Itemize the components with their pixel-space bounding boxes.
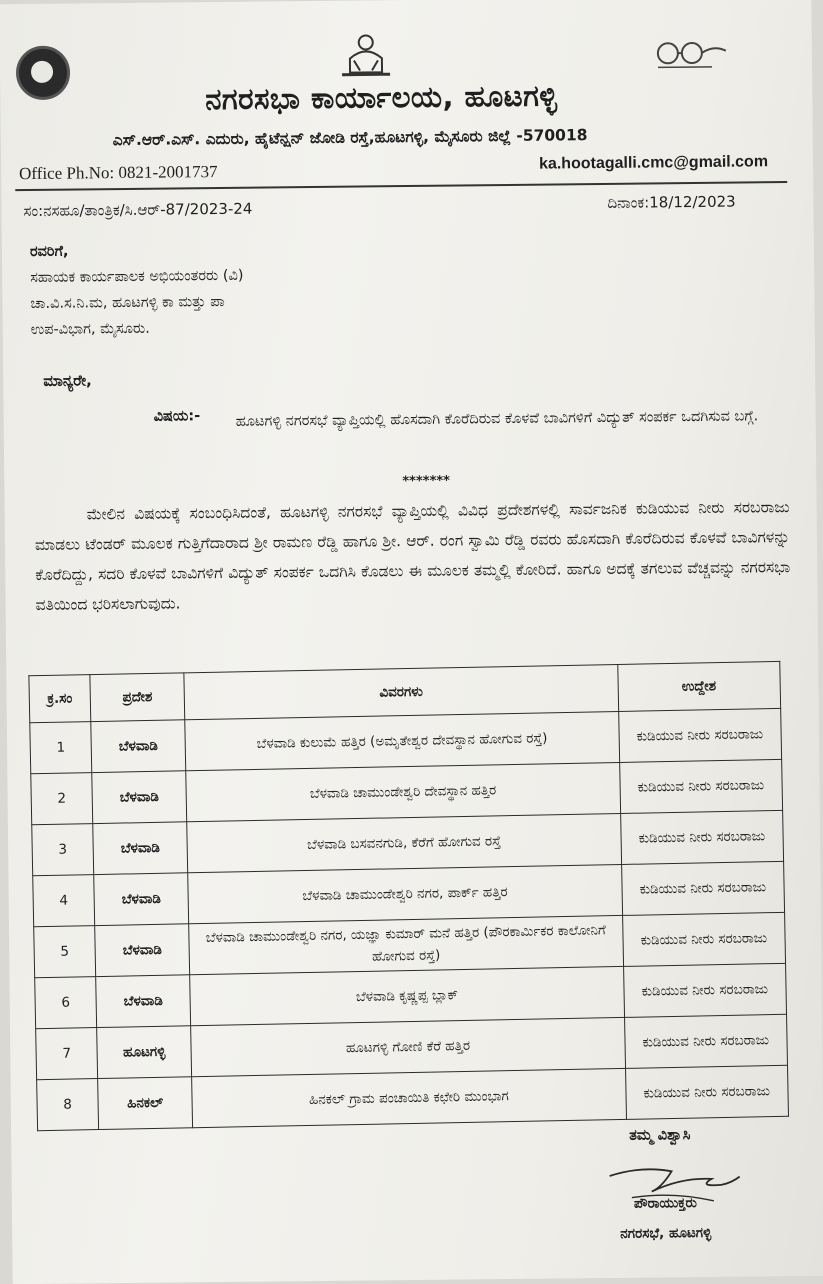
cell-serial: 4	[33, 875, 95, 927]
cell-purpose: ಕುಡಿಯುವ ನೀರು ಸರಬರಾಜು	[625, 1065, 788, 1119]
cell-area: ಬೆಳವಾಡಿ	[94, 873, 189, 926]
cell-details: ಬೆಳವಾಡಿ ಬಸವನಗುಡಿ, ಕೆರೆಗೆ ಹೋಗುವ ರಸ್ತೆ	[187, 813, 621, 872]
cell-details: ಬೆಳವಾಡಿ ಕುಲುಮೆ ಹತ್ತಿರ (ಅಮೃತೇಶ್ವರ ದೇವಸ್ಥಾನ ಹೋಗುವ ರಸ್ತೆ)	[185, 711, 619, 770]
col-header-details: ವಿವರಗಳು	[184, 665, 618, 720]
signatory-office: ನಗರಸಭೆ, ಹೂಟಗಳ್ಳಿ	[620, 1224, 712, 1242]
cell-serial: 1	[30, 722, 92, 774]
swachh-bharat-logo-icon	[652, 37, 732, 74]
body-paragraph: ಮೇಲಿನ ವಿಷಯಕ್ಕೆ ಸಂಬಂಧಿಸಿದಂತೆ, ಹೂಟಗಳ್ಳಿ ನಗರಸಭೆ ವ್ಯಾಪ್ತಿಯಲ್ಲಿ ವಿವಿಧ ಪ್ರದೇಶಗಳಲ್ಲಿ ಸಾರ್ವಜನಿಕ ಕುಡಿಯುವ ನೀರು ಸರಬರಾಜು ಮಾಡಲು ಟೆಂಡರ್ ಮೂಲಕ ಗುತ್ತಿಗೆದಾರಾದ ಶ್ರೀ ರಾಮಣ ರೆಡ್ಡಿ ಹಾಗೂ ಶ್ರೀ. ಆರ್. ರಂಗ ಸ್ವಾಮಿ ರೆಡ್ಡಿ ರವರು ಹೊಸದಾಗಿ ಕೊರೆದಿರುವ ಕೊಳವೆ ಬಾವಿಗಳನ್ನು ಕೊರೆದಿದ್ದು, ಸದರಿ ಕೊಳವೆ ಬಾವಿಗಳಿಗೆ ವಿದ್ಯುತ್ ಸಂಪರ್ಕ ಒದಗಿಸಿ ಕೊಡಲು ಈ ಮೂಲಕ ತಮ್ಮಲ್ಲಿ ಕೋರಿದೆ. ಹಾಗೂ ಅದಕ್ಕೆ ತಗಲುವ ವೆಚ್ಚವನ್ನು ನಗರಸಭಾ ವತಿಯಿಂದ ಭರಿಸಲಾಗುವುದು.	[34, 498, 791, 614]
cell-area: ಬೆಳವಾಡಿ	[93, 822, 188, 875]
addressee-line: ಚಾ.ವಿ.ಸ.ನಿ.ಮ, ಹೂಟಗಳ್ಳಿ ಕಾ ಮತ್ತು ಪಾ	[30, 293, 225, 312]
cell-area: ಬೆಳವಾಡಿ	[95, 924, 190, 977]
cell-serial: 3	[32, 824, 94, 876]
cell-details: ಬೆಳವಾಡಿ ಚಾಮುಂಡೇಶ್ವರಿ ದೇವಸ್ಥಾನ ಹತ್ತಿರ	[186, 762, 620, 821]
cell-purpose: ಕುಡಿಯುವ ನೀರು ಸರಬರಾಜು	[618, 708, 781, 762]
addressee-line: ಸಹಾಯಕ ಕಾರ್ಯಪಾಲಕ ಅಭಿಯಂತರರು (ವಿ)	[30, 267, 244, 286]
cell-area: ಹೂಟಗಳ್ಳಿ	[97, 1026, 192, 1079]
cell-serial: 5	[34, 926, 96, 978]
cell-details: ಹೂಟಗಳ್ಳಿ ಗೋಣಿ ಕೆರೆ ಹತ್ತಿರ	[191, 1017, 625, 1076]
cell-area: ಬೆಳವಾಡಿ	[96, 975, 191, 1028]
office-title: ನಗರಸಭಾ ಕಾರ್ಯಾಲಯ, ಹೂಟಗಳ್ಳಿ	[205, 78, 558, 117]
cell-details: ಬೆಳವಾಡಿ ಕೃಷ್ಣಪ್ಪ ಬ್ಲಾಕ್	[190, 966, 624, 1025]
office-email: ka.hootagalli.cmc@gmail.com	[538, 153, 769, 173]
col-header-area: ಪ್ರದೇಶ	[90, 673, 185, 722]
closing-yours: ತಮ್ಮ ವಿಶ್ವಾಸಿ	[629, 1127, 691, 1144]
col-header-purpose: ಉದ್ದೇಶ	[617, 661, 780, 711]
letter-date: ದಿನಾಂಕ:18/12/2023	[607, 192, 736, 212]
cell-details: ಬೆಳವಾಡಿ ಚಾಮುಂಡೇಶ್ವರಿ ನಗರ, ಯಜ್ಞಾ ಕುಮಾರ್ ಮನೆ ಹತ್ತಿರ (ಪೌರಕಾರ್ಮಿಕರ ಕಾಲೋನಿಗೆ ಹೋಗುವ ರಸ್ತೆ)	[189, 915, 623, 974]
cell-serial: 6	[35, 977, 97, 1029]
cell-purpose: ಕುಡಿಯುವ ನೀರು ಸರಬರಾಜು	[622, 912, 785, 966]
addressee-to: ರವರಿಗೆ,	[29, 243, 69, 260]
reference-number: ಸಂ:ನಸಹೂ/ತಾಂತ್ರಿಕ/ಸಿ.ಆರ್-87/2023-24	[23, 199, 253, 221]
office-address: ಎಸ್.ಆರ್.ಎಸ್. ಎದುರು, ಹೈಟೆನ್ಷನ್ ಜೋಡಿ ರಸ್ತೆ,ಹೂಟಗಳ್ಳಿ, ಮೈಸೂರು ಜಿಲ್ಲೆ -570018	[112, 126, 588, 150]
cell-serial: 8	[37, 1079, 99, 1131]
subject-text: ಹೂಟಗಳ್ಳಿ ನಗರಸಭೆ ವ್ಯಾಪ್ತಿಯಲ್ಲಿ ಹೊಸದಾಗಿ ಕೊರೆದಿರುವ ಕೊಳವೆ ಬಾವಿಗಳಿಗೆ ವಿದ್ಯುತ್ ಸಂಪರ್ಕ ಒದಗಿಸುವ ಬಗ್ಗೆ.	[235, 408, 759, 430]
addressee-line: ಉಪ-ವಿಭಾಗ, ಮೈಸೂರು.	[30, 320, 150, 338]
separator: *******	[402, 473, 451, 490]
cell-details: ಹಿನಕಲ್ ಗ್ರಾಮ ಪಂಚಾಯಿತಿ ಕಛೇರಿ ಮುಂಭಾಗ	[192, 1068, 626, 1127]
subject-label: ವಿಷಯ:-	[153, 408, 201, 425]
cell-purpose: ಕುಡಿಯುವ ನೀರು ಸರಬರಾಜು	[620, 810, 783, 864]
col-header-serial: ಕ್ರ.ಸಂ	[29, 675, 91, 723]
cell-serial: 2	[31, 773, 93, 825]
cell-purpose: ಕುಡಿಯುವ ನೀರು ಸರಬರಾಜು	[621, 861, 784, 915]
cell-serial: 7	[36, 1028, 98, 1080]
cell-details: ಬೆಳವಾಡಿ ಚಾಮುಂಡೇಶ್ವರಿ ನಗರ, ಪಾರ್ಕ್ ಹತ್ತಿರ	[188, 864, 622, 923]
cell-area: ಬೆಳವಾಡಿ	[91, 720, 186, 773]
state-emblem-icon	[336, 28, 397, 83]
cell-area: ಬೆಳವಾಡಿ	[92, 771, 187, 824]
municipal-logo-icon	[16, 46, 71, 101]
office-phone: Office Ph.No: 0821-2001737	[18, 162, 218, 184]
borewell-table	[28, 661, 789, 1131]
cell-area: ಹಿನಕಲ್	[98, 1077, 193, 1130]
cell-purpose: ಕುಡಿಯುವ ನೀರು ಸರಬರಾಜು	[623, 963, 786, 1017]
cell-purpose: ಕುಡಿಯುವ ನೀರು ಸರಬರಾಜು	[619, 759, 782, 813]
signatory-designation: ಪೌರಾಯುಕ್ತರು	[633, 1195, 697, 1212]
cell-purpose: ಕುಡಿಯುವ ನೀರು ಸರಬರಾಜು	[624, 1014, 787, 1068]
salutation: ಮಾನ್ಯರೇ,	[43, 371, 92, 390]
